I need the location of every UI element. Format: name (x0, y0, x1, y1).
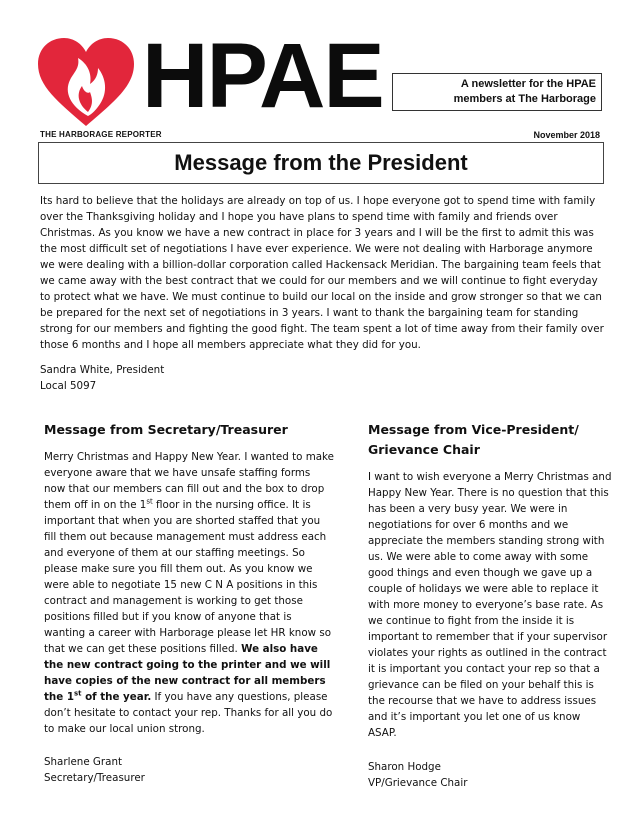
vice-heading: Message from Vice-President/ Grievance Chair (368, 422, 579, 457)
secretary-bold-2: of the year. (81, 691, 152, 703)
publication-name: THE HARBORAGE REPORTER (40, 130, 162, 139)
secretary-signature (44, 754, 334, 786)
secretary-sup-2: st (74, 689, 82, 698)
secretary-name: Sharlene Grant (44, 756, 123, 768)
secretary-text-1: Merry Christmas and Happy New Year. I wanted to make everyone aware that we have unsafe staffing forms now that our members can fill out and the box to drop them off in on the 1 (44, 451, 334, 511)
secretary-sup-1: st (146, 497, 153, 506)
newsletter-tagline (392, 73, 602, 111)
secretary-title: Secretary/Treasurer (44, 772, 145, 784)
president-local: Local 5097 (40, 380, 97, 392)
secretary-heading: Message from Secretary/Treasurer (44, 422, 288, 437)
president-title: Message from the President (38, 142, 604, 184)
brand-wordmark: HPAE (142, 25, 383, 127)
secretary-bold-1: We also have the new contract going to the printer and we will have copies of the new contract for all members the 1 (44, 643, 331, 703)
president-message: Its hard to believe that the holidays are already on top of us. I hope everyone got to spend time with family over the Thanksgiving holiday and I hope you have plans to spend time with family and friends over Christmas. As you know we have a new contract in place for 3 years and I will be the first to admit this was the most difficult set of negotiations I have ever experience. We were not dealing with Harborage anymore we were dealing with a billion-dollar corporation called Hackensack Meridian. The bargaining team feels that we came away with the best contract that we could for our members and we will continue to fight everyday to protect what we have. We must continue to build our local on the inside and grow stronger so that we can be prepared for the next set of negotiations in 3 years. I want to thank the bargaining team for standing strong for our members and fighting the good fight. The team spent a lot of time away from their family over those 6 months and I hope all members appreciate what they did for you. (40, 195, 604, 351)
heart-flame-icon (36, 36, 136, 128)
vice-message: I want to wish everyone a Merry Christmas and Happy New Year. There is no question that this has been a very busy year. We were in negotiations for over 6 months and we appreciate the members standing strong with us. We were able to come away with some good things and even though we gave up a couple of holidays we were able to replace it with more money to everyone’s base rate. As we continue to fight from the inside it is important to remember that if your supervisor violates your rights as outlined in the contract it is important you contact your rep so that a grievance can be filed on your behalf this is the recourse that we have to address issues and it’s important you let one of us know ASAP. (368, 471, 612, 739)
president-signature (40, 362, 164, 394)
secretary-text-2: floor in the nursing office. It is important that when you are shorted staffed that you fill them out because management must address each and everyone of them at our staffing meetings. So please make sure you fill them out. As you know we were able to negotiate 15 new C N A positions in this contract and management is working to get those positions filled but if you know of anyone that is wanting a career with Harborage please let HR know so that we can get these positions filled. (44, 499, 331, 655)
vice-signature (368, 759, 612, 791)
tagline-line-1: A newsletter for the HPAE (460, 78, 596, 90)
issue-date: November 2018 (533, 130, 600, 140)
secretary-text-3: If you have any questions, please don’t hesitate to contact your rep. Thanks for all you do to make our local union strong. (44, 691, 333, 735)
vice-title: VP/Grievance Chair (368, 777, 468, 789)
vice-name: Sharon Hodge (368, 761, 441, 773)
secretary-message (44, 449, 334, 737)
secretary-column (44, 420, 334, 786)
vice-column (368, 420, 612, 791)
tagline-line-2: members at The Harborage (453, 93, 596, 105)
president-name: Sandra White, President (40, 364, 165, 376)
